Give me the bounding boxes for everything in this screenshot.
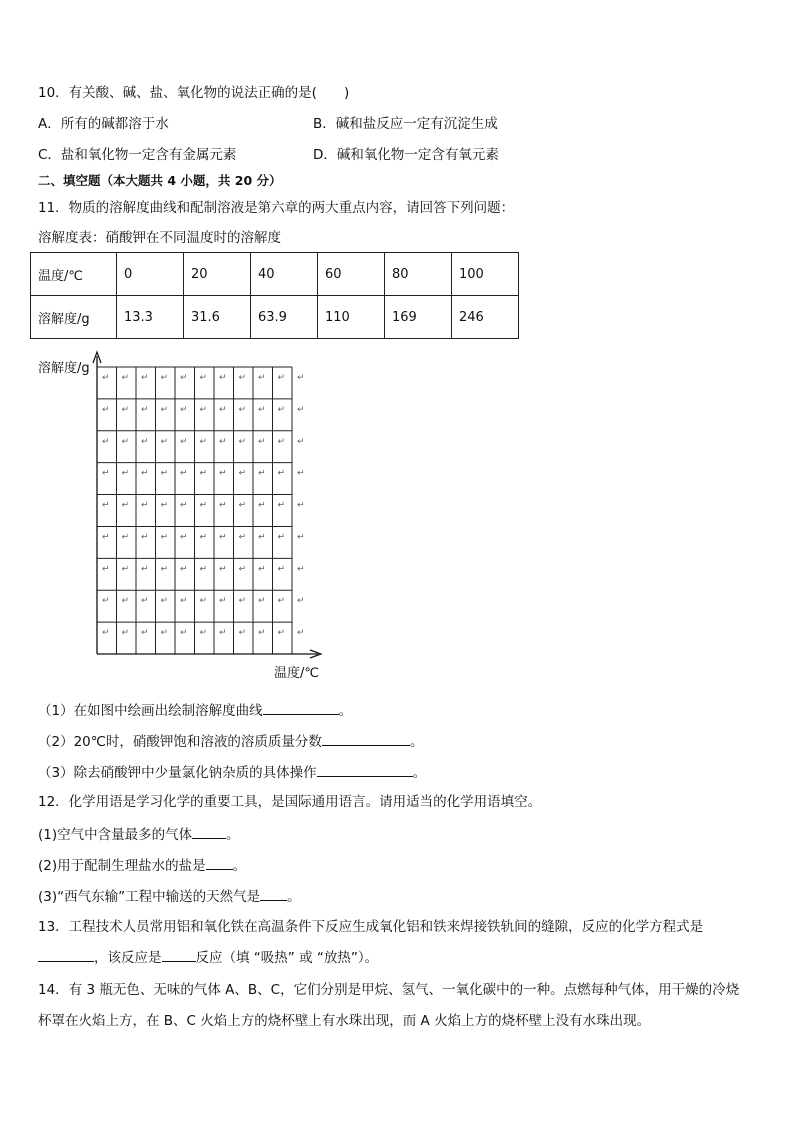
cell-return-mark: ↵ bbox=[180, 436, 188, 447]
cell-return-mark: ↵ bbox=[199, 532, 208, 543]
q10-option-c: C．盐和氧化物一定含有金属元素 bbox=[38, 147, 237, 163]
answer-blank[interactable] bbox=[263, 701, 339, 715]
cell-return-mark: ↵ bbox=[199, 628, 208, 639]
cell-return-mark: ↵ bbox=[121, 500, 130, 511]
q14-line1: 14．有 3 瓶无色、无味的气体 A、B、C，它们分别是甲烷、氢气、一氧化碳中的一种。点燃每种气体，用干燥的冷烧 bbox=[38, 982, 740, 998]
cell-return-mark: ↵ bbox=[238, 436, 247, 447]
q10-option-d: D．碱和氧化物一定含有氧元素 bbox=[313, 147, 499, 163]
answer-blank[interactable] bbox=[206, 856, 233, 870]
cell-return-mark: ↵ bbox=[121, 404, 130, 415]
cell-return-mark: ↵ bbox=[277, 468, 286, 479]
cell-return-mark: ↵ bbox=[277, 532, 286, 543]
q11-sub2 bbox=[38, 732, 423, 751]
cell-return-mark: ↵ bbox=[219, 404, 227, 415]
cell-return-mark: ↵ bbox=[102, 628, 110, 639]
q12-s1-text: (1)空气中含量最多的气体 bbox=[38, 827, 193, 843]
cell-return-mark: ↵ bbox=[258, 596, 266, 607]
cell-return-mark: ↵ bbox=[160, 468, 169, 479]
cell-return-mark: ↵ bbox=[238, 564, 247, 575]
cell-return-mark: ↵ bbox=[258, 373, 266, 383]
q11-sub3-text: （3）除去硝酸钾中少量氯化钠杂质的具体操作 bbox=[38, 765, 317, 781]
q10-option-b: B．碱和盐反应一定有沉淀生成 bbox=[313, 116, 498, 132]
table-cell: 246 bbox=[452, 296, 519, 339]
cell-return-mark: ↵ bbox=[160, 596, 169, 607]
cell-return-mark: ↵ bbox=[238, 468, 247, 479]
cell-return-mark: ↵ bbox=[297, 500, 305, 511]
cell-return-mark: ↵ bbox=[180, 468, 188, 479]
cell-return-mark: ↵ bbox=[219, 564, 227, 575]
q13-text-b: 反应（填 “吸热” 或 “放热”）。 bbox=[195, 950, 379, 966]
cell-return-mark: ↵ bbox=[141, 532, 149, 543]
cell-return-mark: ↵ bbox=[297, 436, 305, 447]
cell-return-mark: ↵ bbox=[199, 596, 208, 607]
cell-return-mark: ↵ bbox=[199, 468, 208, 479]
q14-line2: 杯罩在火焰上方，在 B、C 火焰上方的烧杯壁上有水珠出现，而 A 火焰上方的烧杯壁上没有水珠出现。 bbox=[38, 1013, 651, 1029]
q13-line2 bbox=[38, 948, 378, 967]
period: 。 bbox=[338, 703, 353, 719]
table-cell: 110 bbox=[318, 296, 385, 339]
answer-blank[interactable] bbox=[260, 887, 287, 901]
table-cell: 31.6 bbox=[184, 296, 251, 339]
cell-return-mark: ↵ bbox=[219, 532, 227, 543]
answer-blank[interactable] bbox=[38, 948, 94, 962]
table-cell: 169 bbox=[385, 296, 452, 339]
cell-return-mark: ↵ bbox=[297, 468, 305, 479]
cell-return-mark: ↵ bbox=[160, 373, 169, 383]
cell-return-mark: ↵ bbox=[277, 373, 286, 383]
cell-return-mark: ↵ bbox=[219, 500, 227, 511]
cell-return-mark: ↵ bbox=[160, 564, 169, 575]
cell-return-mark: ↵ bbox=[180, 628, 188, 639]
cell-return-mark: ↵ bbox=[297, 404, 305, 415]
period: 。 bbox=[287, 889, 301, 905]
q11-sub3 bbox=[38, 763, 426, 782]
table-row-label: 溶解度/g bbox=[31, 296, 117, 339]
q13-text-a: ，该反应是 bbox=[94, 950, 162, 966]
cell-return-mark: ↵ bbox=[199, 500, 208, 511]
table-cell: 100 bbox=[452, 253, 519, 296]
cell-return-mark: ↵ bbox=[219, 628, 227, 639]
grid-layer bbox=[97, 367, 305, 654]
period: 。 bbox=[232, 858, 247, 874]
cell-return-mark: ↵ bbox=[199, 373, 208, 383]
q12-stem: 12．化学用语是学习化学的重要工具，是国际通用语言。请用适当的化学用语填空。 bbox=[38, 794, 542, 810]
cell-return-mark: ↵ bbox=[219, 468, 227, 479]
table-cell: 80 bbox=[385, 253, 452, 296]
cell-return-mark: ↵ bbox=[102, 500, 110, 511]
cell-return-mark: ↵ bbox=[277, 404, 286, 415]
q11-stem: 11．物质的溶解度曲线和配制溶液是第六章的两大重点内容，请回答下列问题： bbox=[38, 200, 515, 216]
q12-s2-text: (2)用于配制生理盐水的盐是 bbox=[38, 858, 206, 874]
answer-blank[interactable] bbox=[162, 948, 196, 962]
cell-return-mark: ↵ bbox=[277, 596, 286, 607]
y-axis-label: 溶解度/g bbox=[38, 361, 90, 376]
cell-return-mark: ↵ bbox=[258, 468, 266, 479]
cell-return-mark: ↵ bbox=[121, 628, 130, 639]
cell-return-mark: ↵ bbox=[277, 628, 286, 639]
x-axis-label: 温度/℃ bbox=[274, 666, 319, 681]
cell-return-mark: ↵ bbox=[141, 373, 149, 383]
cell-return-mark: ↵ bbox=[121, 532, 130, 543]
cell-return-mark: ↵ bbox=[238, 596, 247, 607]
cell-return-mark: ↵ bbox=[297, 373, 305, 383]
q13-line1: 13．工程技术人员常用铝和氧化铁在高温条件下反应生成氧化铝和铁来焊接铁轨间的缝隙，反应的化学方程式是 bbox=[38, 919, 704, 935]
cell-return-mark: ↵ bbox=[219, 596, 227, 607]
answer-blank[interactable] bbox=[192, 825, 226, 839]
cell-return-mark: ↵ bbox=[238, 404, 247, 415]
cell-return-mark: ↵ bbox=[141, 500, 149, 511]
cell-return-mark: ↵ bbox=[258, 532, 266, 543]
cell-return-mark: ↵ bbox=[141, 628, 149, 639]
q10-option-a: A．所有的碱都溶于水 bbox=[38, 116, 169, 132]
cell-return-mark: ↵ bbox=[102, 468, 110, 479]
q11-sub1 bbox=[38, 701, 352, 720]
cell-return-mark: ↵ bbox=[180, 500, 188, 511]
cell-return-mark: ↵ bbox=[160, 628, 169, 639]
q11-sub2-text: （2）20℃时，硝酸钾饱和溶液的溶质质量分数 bbox=[38, 734, 322, 750]
cell-return-mark: ↵ bbox=[199, 564, 208, 575]
table-caption: 溶解度表：硝酸钾在不同温度时的溶解度 bbox=[38, 230, 281, 246]
q12-s3-text: (3)“西气东输”工程中输送的天然气是 bbox=[38, 889, 261, 905]
q12-s3 bbox=[38, 887, 301, 906]
cell-return-mark: ↵ bbox=[180, 564, 188, 575]
cell-return-mark: ↵ bbox=[102, 436, 110, 447]
q10-stem: 10．有关酸、碱、盐、氧化物的说法正确的是( ) bbox=[38, 85, 350, 101]
cell-return-mark: ↵ bbox=[160, 404, 169, 415]
cell-return-mark: ↵ bbox=[238, 373, 247, 383]
cell-return-mark: ↵ bbox=[102, 532, 110, 543]
q11-sub1-text: （1）在如图中绘画出绘制溶解度曲线 bbox=[38, 703, 263, 719]
cell-return-mark: ↵ bbox=[121, 596, 130, 607]
cell-return-mark: ↵ bbox=[258, 404, 266, 415]
cell-return-mark: ↵ bbox=[141, 468, 149, 479]
period: 。 bbox=[409, 734, 424, 750]
cell-return-mark: ↵ bbox=[258, 564, 266, 575]
cell-return-mark: ↵ bbox=[102, 373, 110, 383]
cell-return-mark: ↵ bbox=[277, 436, 286, 447]
cell-return-mark: ↵ bbox=[258, 436, 266, 447]
period: 。 bbox=[226, 827, 240, 843]
cell-return-mark: ↵ bbox=[277, 564, 286, 575]
period: 。 bbox=[412, 765, 427, 781]
table-cell: 63.9 bbox=[251, 296, 318, 339]
cell-return-mark: ↵ bbox=[238, 500, 247, 511]
cell-return-mark: ↵ bbox=[141, 404, 149, 415]
table-cell: 60 bbox=[318, 253, 385, 296]
cell-return-mark: ↵ bbox=[141, 596, 149, 607]
cell-return-mark: ↵ bbox=[180, 373, 188, 383]
cell-return-mark: ↵ bbox=[121, 468, 130, 479]
cell-return-mark: ↵ bbox=[160, 500, 169, 511]
section-title: 二、填空题（本大题共 4 小题，共 20 分） bbox=[38, 173, 282, 188]
cell-return-mark: ↵ bbox=[297, 628, 305, 639]
cell-return-mark: ↵ bbox=[141, 436, 149, 447]
table-row-label: 温度/℃ bbox=[31, 253, 117, 296]
cell-return-mark: ↵ bbox=[121, 564, 130, 575]
cell-return-mark: ↵ bbox=[121, 373, 130, 383]
cell-return-mark: ↵ bbox=[297, 564, 305, 575]
table-cell: 20 bbox=[184, 253, 251, 296]
cell-return-mark: ↵ bbox=[277, 500, 286, 511]
cell-return-mark: ↵ bbox=[219, 373, 227, 383]
cell-return-mark: ↵ bbox=[160, 436, 169, 447]
cell-return-mark: ↵ bbox=[102, 404, 110, 415]
cell-return-mark: ↵ bbox=[199, 436, 208, 447]
q12-s1 bbox=[38, 825, 240, 844]
answer-blank[interactable] bbox=[322, 732, 410, 746]
table-cell: 0 bbox=[117, 253, 184, 296]
cell-return-mark: ↵ bbox=[238, 628, 247, 639]
q12-s2 bbox=[38, 856, 246, 875]
cell-return-mark: ↵ bbox=[180, 532, 188, 543]
cell-return-mark: ↵ bbox=[297, 596, 305, 607]
cell-return-mark: ↵ bbox=[121, 436, 130, 447]
cell-return-mark: ↵ bbox=[180, 404, 188, 415]
cell-return-mark: ↵ bbox=[238, 532, 247, 543]
answer-blank[interactable] bbox=[317, 763, 413, 777]
cell-return-mark: ↵ bbox=[258, 500, 266, 511]
cell-return-mark: ↵ bbox=[297, 532, 305, 543]
cell-return-mark: ↵ bbox=[141, 564, 149, 575]
cell-return-mark: ↵ bbox=[199, 404, 208, 415]
cell-return-mark: ↵ bbox=[102, 596, 110, 607]
cell-return-mark: ↵ bbox=[258, 628, 266, 639]
table-cell: 13.3 bbox=[117, 296, 184, 339]
cell-return-mark: ↵ bbox=[160, 532, 169, 543]
cell-return-mark: ↵ bbox=[102, 564, 110, 575]
cell-return-mark: ↵ bbox=[180, 596, 188, 607]
cell-return-mark: ↵ bbox=[219, 436, 227, 447]
table-cell: 40 bbox=[251, 253, 318, 296]
